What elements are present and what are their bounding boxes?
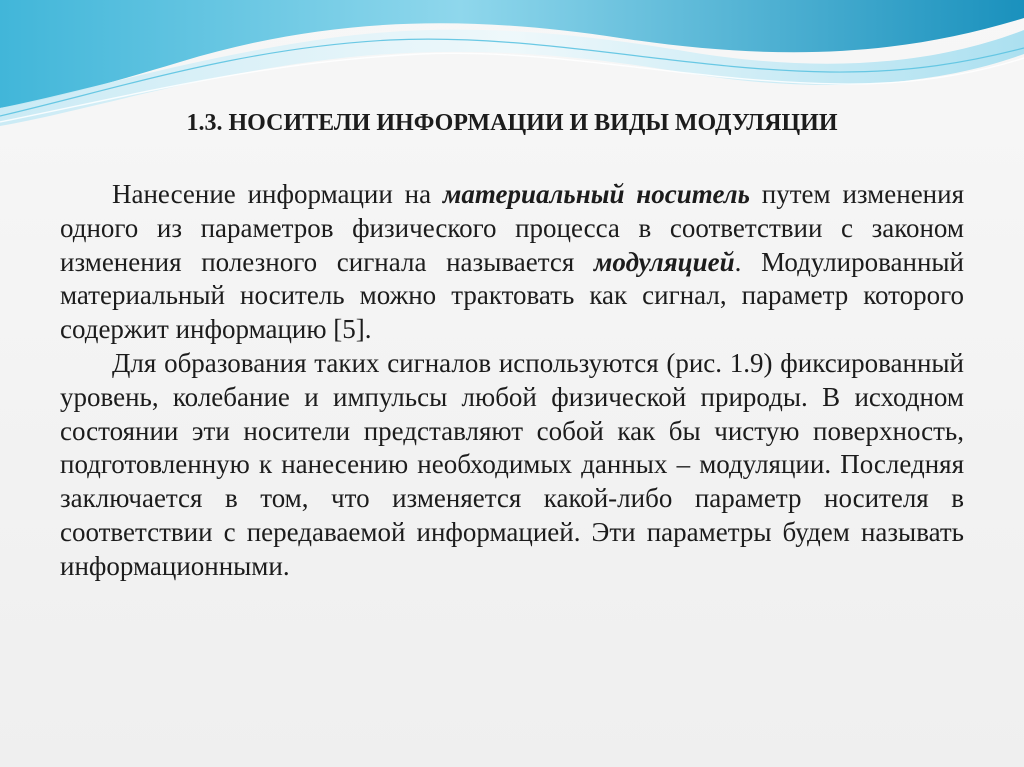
- slide-body: [60, 178, 964, 584]
- paragraph-signal-formation: Для образования таких сигналов используются (рис. 1.9) фиксированный уровень, колебание и импульсы любой физической природы. В исходном состоянии эти носители представляют собой как бы чистую поверхность, подготовленную к нанесению необходимых данных – модуляции. Последняя заключается в том, что изменяется какой-либо параметр носителя в соответствии с передаваемой информацией. Эти параметры будем называть информационными.: [60, 347, 964, 581]
- slide-title: 1.3. НОСИТЕЛИ ИНФОРМАЦИИ И ВИДЫ МОДУЛЯЦИИ: [186, 110, 838, 136]
- paragraph-1-text-part-3: . Модулированный материальный носитель можно трактовать как сигнал, параметр которого содержит информацию [5].: [60, 246, 964, 345]
- emphasis-material-carrier: материальный носитель: [442, 179, 750, 209]
- paragraph-modulation-definition: [60, 178, 964, 347]
- emphasis-modulation: модуляцией: [593, 246, 735, 277]
- paragraph-1-text-part-2: путем изменения одного из параметров физического процесса в соответствии с законом изменения полезного сигнала называется: [60, 179, 964, 277]
- wave-band-main: [0, 0, 1024, 108]
- paragraph-1-text-part-1: Нанесение информации на: [112, 179, 443, 209]
